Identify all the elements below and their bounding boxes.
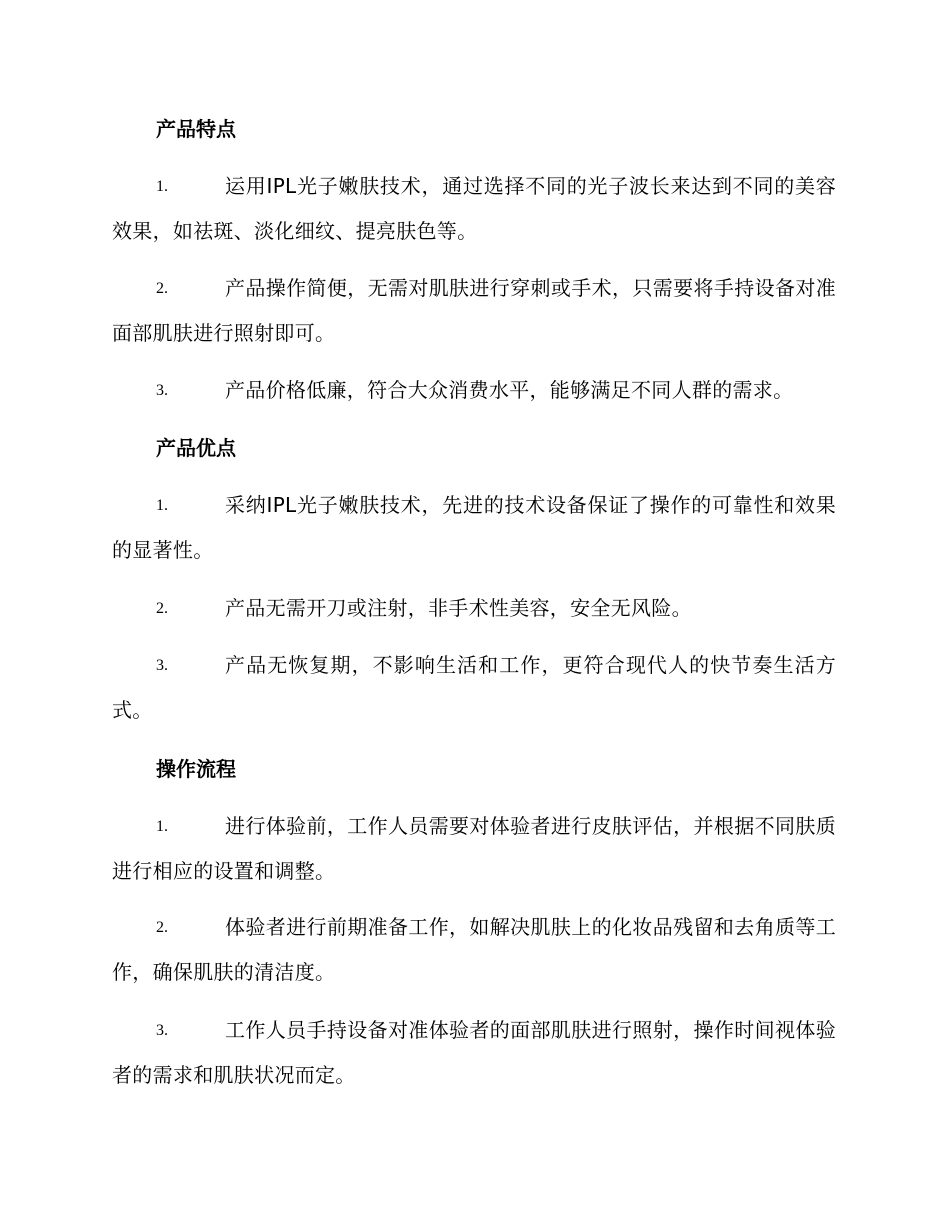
list-item: [112, 1008, 836, 1098]
list-item: [112, 164, 836, 254]
list-item-text: 产品无恢复期，不影响生活和工作，更符合现代人的快节奏生活方式。: [112, 653, 836, 722]
list-item-number: 3.: [156, 1022, 168, 1039]
list-item-number: 3.: [156, 382, 168, 399]
list-item-text: 产品无需开刀或注射，非手术性美容，安全无风险。: [225, 596, 692, 620]
list-item-text: 进行体验前，工作人员需要对体验者进行皮肤评估，并根据不同肤质进行相应的设置和调整。: [112, 814, 836, 883]
list-item: [112, 905, 836, 995]
section-heading: 产品优点: [156, 436, 236, 460]
list-item: [112, 586, 836, 631]
list-item-number: 2.: [156, 919, 168, 936]
list-item-number: 2.: [156, 280, 168, 297]
section-heading: 操作流程: [156, 757, 236, 781]
list-item-number: 2.: [156, 600, 168, 617]
list-item-text: 运用IPL光子嫩肤技术，通过选择不同的光子波长来达到不同的美容效果，如祛斑、淡化细纹、提亮肤色等。: [112, 174, 836, 243]
list-item-number: 1.: [156, 818, 168, 835]
list-item-number: 1.: [156, 178, 168, 195]
list-item-text: 体验者进行前期准备工作，如解决肌肤上的化妆品残留和去角质等工作，确保肌肤的清洁度。: [112, 915, 836, 984]
list-item: [112, 643, 836, 733]
list-item-number: 1.: [156, 497, 168, 514]
list-item-text: 产品操作简便，无需对肌肤进行穿刺或手术，只需要将手持设备对准面部肌肤进行照射即可。: [112, 276, 836, 345]
list-item: [112, 368, 836, 413]
list-item-text: 产品价格低廉，符合大众消费水平，能够满足不同人群的需求。: [225, 378, 794, 402]
list-item: [112, 266, 836, 356]
list-item: [112, 804, 836, 894]
list-item-text: 采纳IPL光子嫩肤技术，先进的技术设备保证了操作的可靠性和效果的显著性。: [112, 493, 836, 562]
list-item-text: 工作人员手持设备对准体验者的面部肌肤进行照射，操作时间视体验者的需求和肌肤状况而定。: [112, 1018, 836, 1087]
list-item-number: 3.: [156, 657, 168, 674]
section-heading: 产品特点: [156, 117, 236, 141]
list-item: [112, 483, 836, 573]
